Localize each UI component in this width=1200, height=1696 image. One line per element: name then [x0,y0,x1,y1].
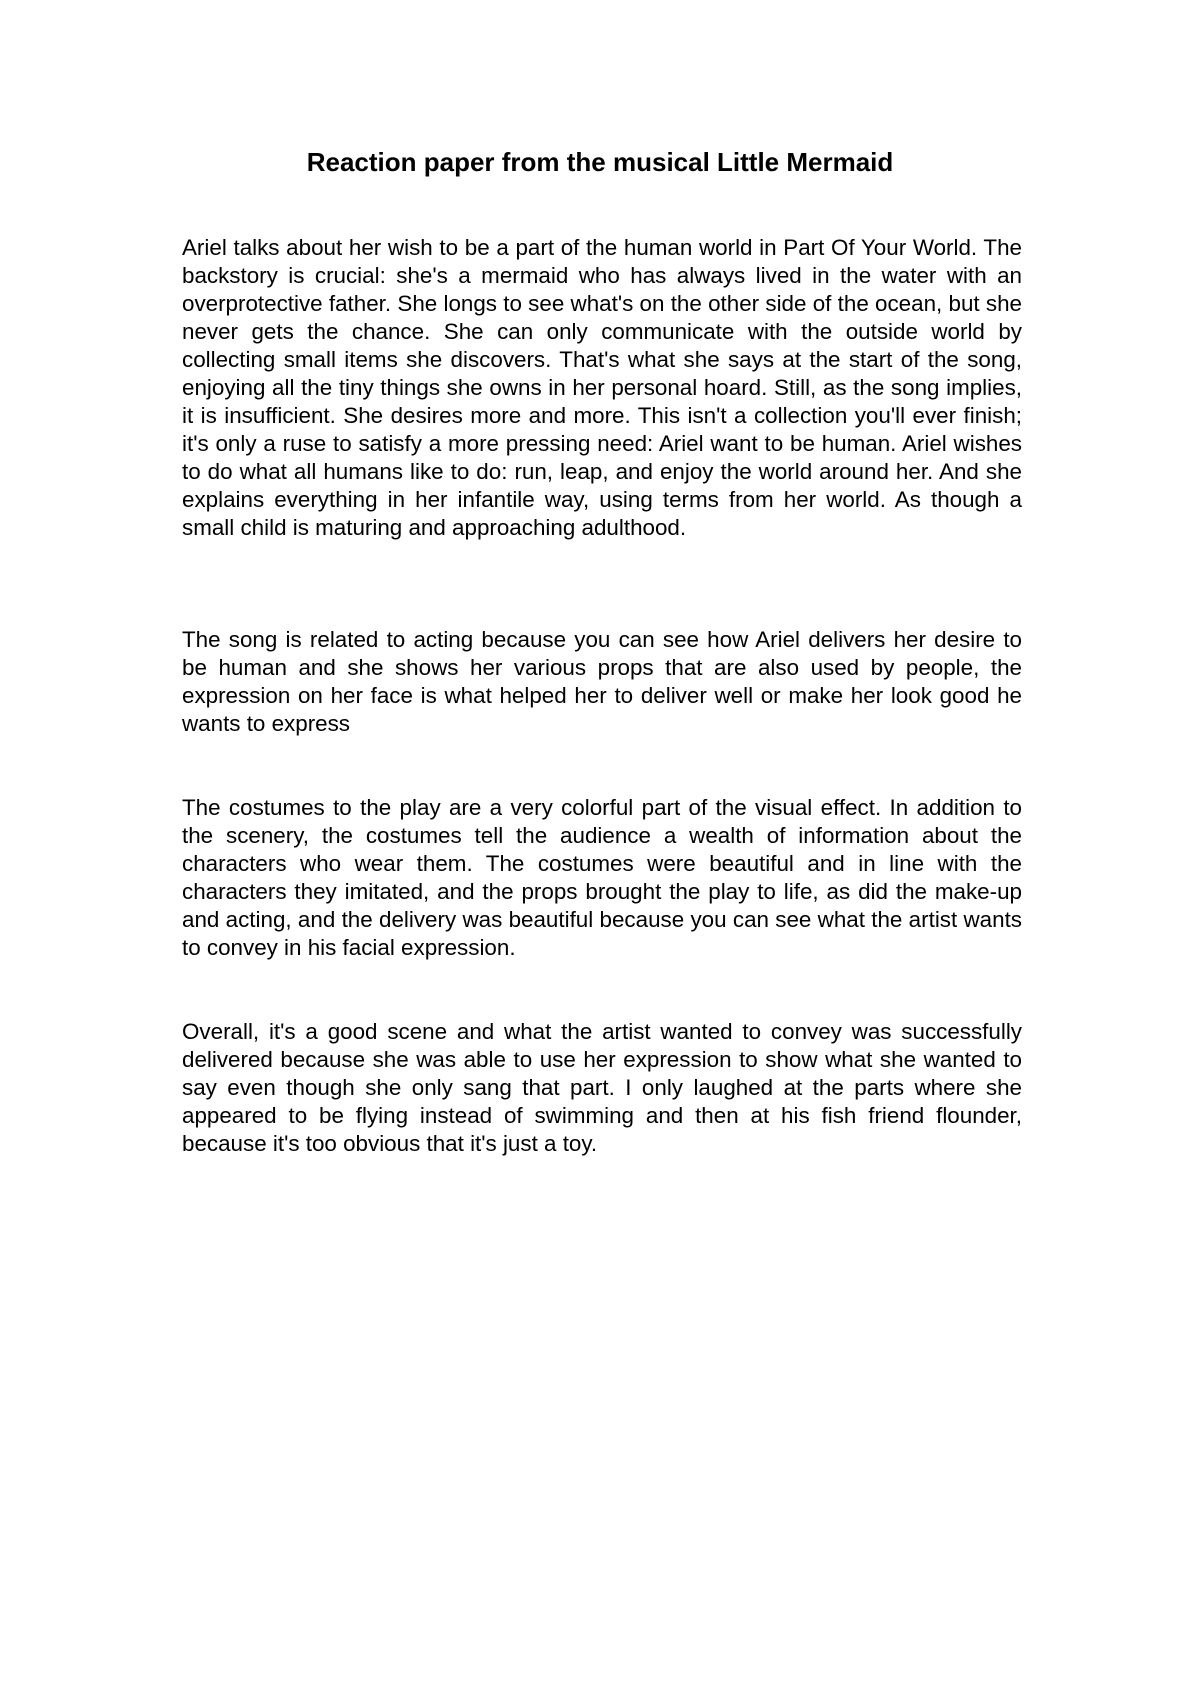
paragraph-2: The song is related to acting because you can see how Ariel delivers her desire to be human and she shows her various props that are also used by people, the expression on her face is what helped her to deliver well or make her look good he wants to express [182,627,1022,736]
paragraph-3: The costumes to the play are a very colorful part of the visual effect. In addition to the scenery, the costumes tell the audience a wealth of information about the characters who wear them. The costumes were beautiful and in line with the characters they imitated, and the props brought the play to life, as did the make-up and acting, and the delivery was beautiful because you can see what the artist wants to convey in his facial expression. [182,795,1022,960]
paragraph-4: Overall, it's a good scene and what the artist wanted to convey was successfully delivered because she was able to use her expression to show what she wanted to say even though she only sang that part. I only laughed at the parts where she appeared to be flying instead of swimming and then at his fish friend flounder, because it's too obvious that it's just a toy. [182,1019,1022,1156]
document-title: Reaction paper from the musical Little Mermaid [306,147,894,177]
paragraph-1: Ariel talks about her wish to be a part of the human world in Part Of Your World. The backstory is crucial: she's a mermaid who has always lived in the water with an overprotective father. She longs to see what's on the other side of the ocean, but she never gets the chance. She can only communicate with the outside world by collecting small items she discovers. That's what she says at the start of the song, enjoying all the tiny things she owns in her personal hoard. Still, as the song implies, it is insufficient. She desires more and more. This isn't a collection you'll ever finish; it's only a ruse to satisfy a more pressing need: Ariel want to be human. Ariel wishes to do what all humans like to do: run, leap, and enjoy the world around her. And she explains everything in her infantile way, using terms from her world. As though a small child is maturing and approaching adulthood. [182,235,1022,540]
